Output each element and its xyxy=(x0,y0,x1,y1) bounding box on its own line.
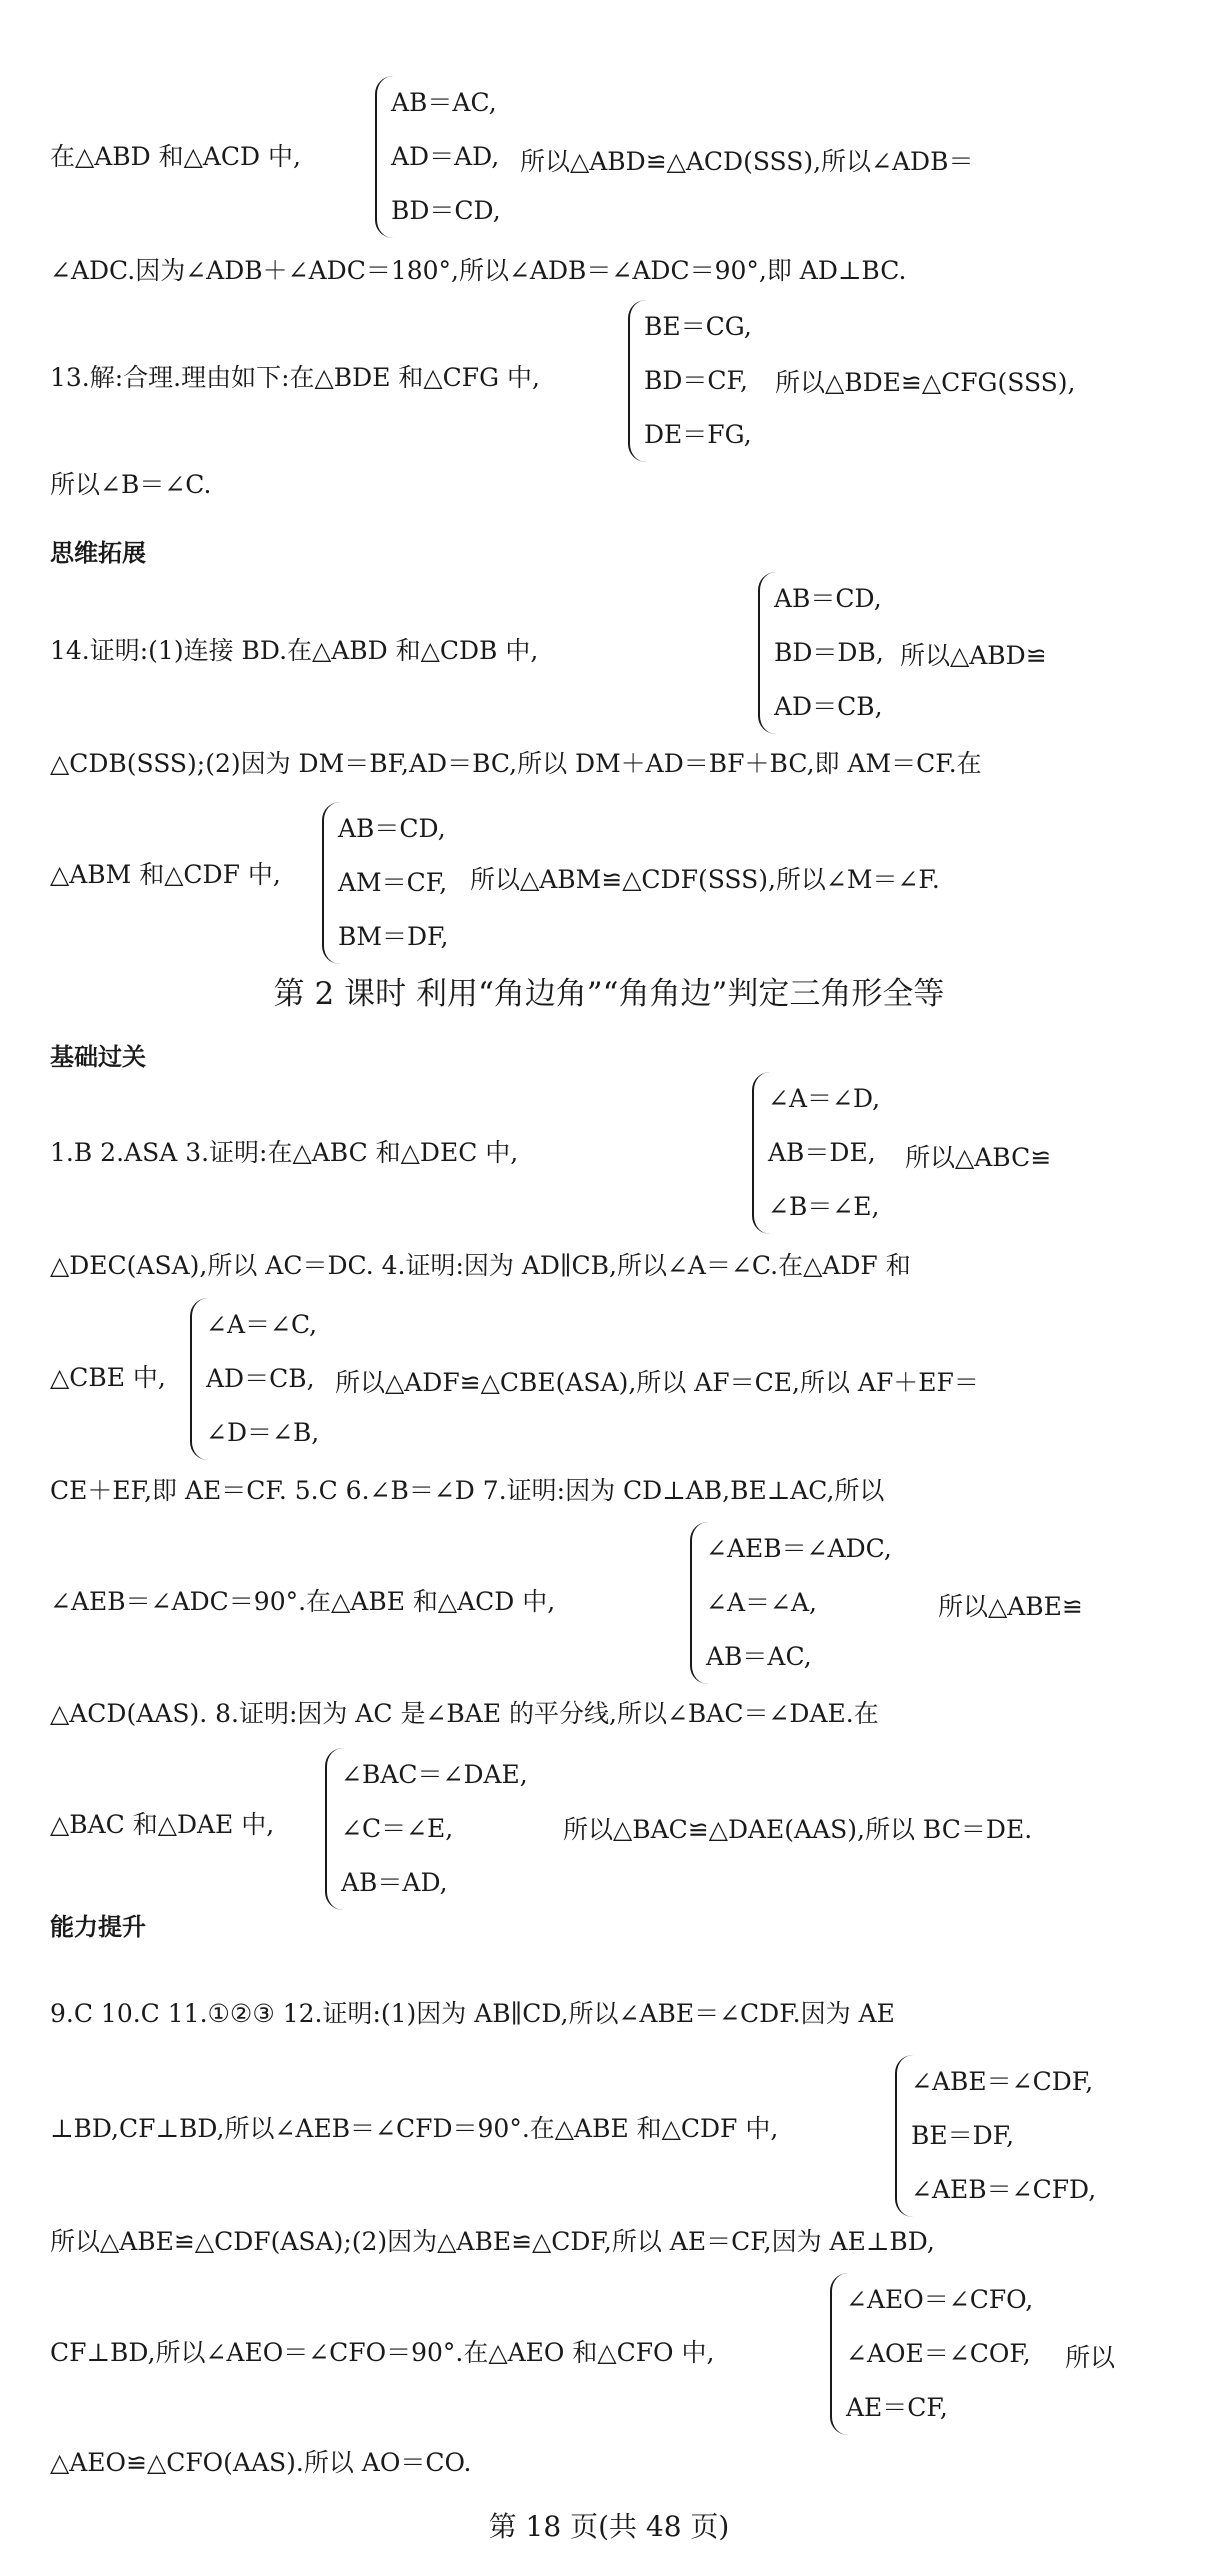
condition: ∠D＝∠B, xyxy=(206,1418,320,1447)
condition: DE＝FG, xyxy=(644,420,752,449)
condition: ∠AOE＝∠COF, xyxy=(846,2339,1031,2368)
brace-group xyxy=(895,2055,1096,2217)
equation-system xyxy=(830,2273,1033,2435)
equation-system xyxy=(758,572,884,734)
condition: AE＝CF, xyxy=(846,2393,948,2422)
condition: ∠AEB＝∠CFD, xyxy=(911,2175,1097,2204)
equation-system xyxy=(895,2055,1096,2217)
equation-system xyxy=(690,1522,892,1684)
text-line: △AEO≌△CFO(AAS).所以 AO＝CO. xyxy=(50,2448,472,2477)
text-line: ∠AEB＝∠ADC＝90°.在△ABE 和△ACD 中, xyxy=(50,1587,556,1616)
condition: AB＝CD, xyxy=(774,584,882,613)
brace-group xyxy=(690,1522,892,1684)
text-line: △DEC(ASA),所以 AC＝DC. 4.证明:因为 AD∥CB,所以∠A＝∠C.在△ADF 和 xyxy=(50,1251,911,1280)
text-line: 所以△ABE≌△CDF(ASA);(2)因为△ABE≌△CDF,所以 AE＝CF,因为 AE⊥BD, xyxy=(50,2227,935,2256)
text: 在△ABD 和△ACD 中, xyxy=(50,142,301,171)
equation-system xyxy=(628,300,752,462)
text: 所以△ABD≌ xyxy=(900,641,1047,670)
condition: AB＝CD, xyxy=(338,814,446,843)
section-heading: 思维拓展 xyxy=(50,539,146,567)
condition: ∠AEB＝∠ADC, xyxy=(706,1534,892,1563)
text-line: △ABM 和△CDF 中, xyxy=(50,860,281,889)
text: 所以 xyxy=(1065,2343,1116,2372)
equation-system xyxy=(325,1748,528,1910)
condition: ∠ABE＝∠CDF, xyxy=(911,2067,1094,2096)
condition: AD＝CB, xyxy=(206,1364,315,1393)
text: 所以△ADF≌△CBE(ASA),所以 AF＝CE,所以 AF＋EF＝ xyxy=(335,1368,979,1397)
section-heading: 能力提升 xyxy=(50,1913,146,1941)
text: 所以△ABE≌ xyxy=(938,1592,1083,1621)
text: 所以△BDE≌△CFG(SSS), xyxy=(775,368,1076,397)
condition: ∠A＝∠D, xyxy=(768,1084,881,1113)
brace-group xyxy=(325,1748,528,1910)
text: 所以△ABD≌△ACD(SSS),所以∠ADB＝ xyxy=(520,147,974,176)
text-line: ∠ADC.因为∠ADB＋∠ADC＝180°,所以∠ADB＝∠ADC＝90°,即 AD⊥BC. xyxy=(50,256,907,285)
brace-group xyxy=(830,2273,1033,2435)
brace-group xyxy=(752,1072,880,1234)
brace-group xyxy=(375,76,501,238)
condition: BE＝DF, xyxy=(911,2121,1015,2150)
text-line: 9.C 10.C 11.①②③ 12.证明:(1)因为 AB∥CD,所以∠ABE＝∠CDF.因为 AE xyxy=(50,1999,895,2028)
text: 所以△ABM≌△CDF(SSS),所以∠M＝∠F. xyxy=(470,865,940,894)
equation-system xyxy=(322,802,448,964)
text-line: CE＋EF,即 AE＝CF. 5.C 6.∠B＝∠D 7.证明:因为 CD⊥AB,BE⊥AC,所以 xyxy=(50,1476,885,1505)
text-line: 14.证明:(1)连接 BD.在△ABD 和△CDB 中, xyxy=(50,636,539,665)
brace-group xyxy=(628,300,752,462)
equation-system xyxy=(375,76,501,238)
condition: ∠B＝∠E, xyxy=(768,1192,880,1221)
text-line: △CDB(SSS);(2)因为 DM＝BF,AD＝BC,所以 DM＋AD＝BF＋BC,即 AM＝CF.在 xyxy=(50,749,982,778)
condition: AD＝AD, xyxy=(391,142,500,171)
text-line: ⊥BD,CF⊥BD,所以∠AEB＝∠CFD＝90°.在△ABE 和△CDF 中, xyxy=(50,2114,779,2143)
page-footer: 第 18 页(共 48 页) xyxy=(488,2510,730,2543)
condition: ∠A＝∠A, xyxy=(706,1588,817,1617)
text-line: 1.B 2.ASA 3.证明:在△ABC 和△DEC 中, xyxy=(50,1138,519,1167)
section-title: 第 2 课时 利用“角边角”“角角边”判定三角形全等 xyxy=(273,976,945,1012)
text-line: △BAC 和△DAE 中, xyxy=(50,1810,275,1839)
condition: BD＝CD, xyxy=(391,196,501,225)
text-line: CF⊥BD,所以∠AEO＝∠CFO＝90°.在△AEO 和△CFO 中, xyxy=(50,2338,715,2367)
condition: AB＝AD, xyxy=(341,1868,448,1897)
condition: ∠AEO＝∠CFO, xyxy=(846,2285,1034,2314)
text: 所以△ABC≌ xyxy=(905,1143,1052,1172)
brace-group xyxy=(758,572,884,734)
condition: BD＝CF, xyxy=(644,366,748,395)
condition: BM＝DF, xyxy=(338,922,449,951)
brace-group xyxy=(322,802,448,964)
condition: AB＝DE, xyxy=(768,1138,876,1167)
text-line: △CBE 中, xyxy=(50,1363,166,1392)
condition: AB＝AC, xyxy=(391,88,497,117)
condition: AD＝CB, xyxy=(774,692,883,721)
condition: ∠A＝∠C, xyxy=(206,1310,318,1339)
condition: ∠C＝∠E, xyxy=(341,1814,454,1843)
equation-system xyxy=(190,1298,319,1460)
condition: ∠BAC＝∠DAE, xyxy=(341,1760,528,1789)
text: 所以△BAC≌△DAE(AAS),所以 BC＝DE. xyxy=(563,1815,1033,1844)
condition: AB＝AC, xyxy=(706,1642,812,1671)
condition: AM＝CF, xyxy=(338,868,448,897)
text-line: △ACD(AAS). 8.证明:因为 AC 是∠BAE 的平分线,所以∠BAC＝∠DAE.在 xyxy=(50,1699,879,1728)
text-line: 13.解:合理.理由如下:在△BDE 和△CFG 中, xyxy=(50,363,540,392)
condition: BE＝CG, xyxy=(644,312,752,341)
equation-system xyxy=(752,1072,880,1234)
section-heading: 基础过关 xyxy=(50,1043,146,1071)
text-line: 所以∠B＝∠C. xyxy=(50,470,212,499)
brace-group xyxy=(190,1298,319,1460)
condition: BD＝DB, xyxy=(774,638,884,667)
